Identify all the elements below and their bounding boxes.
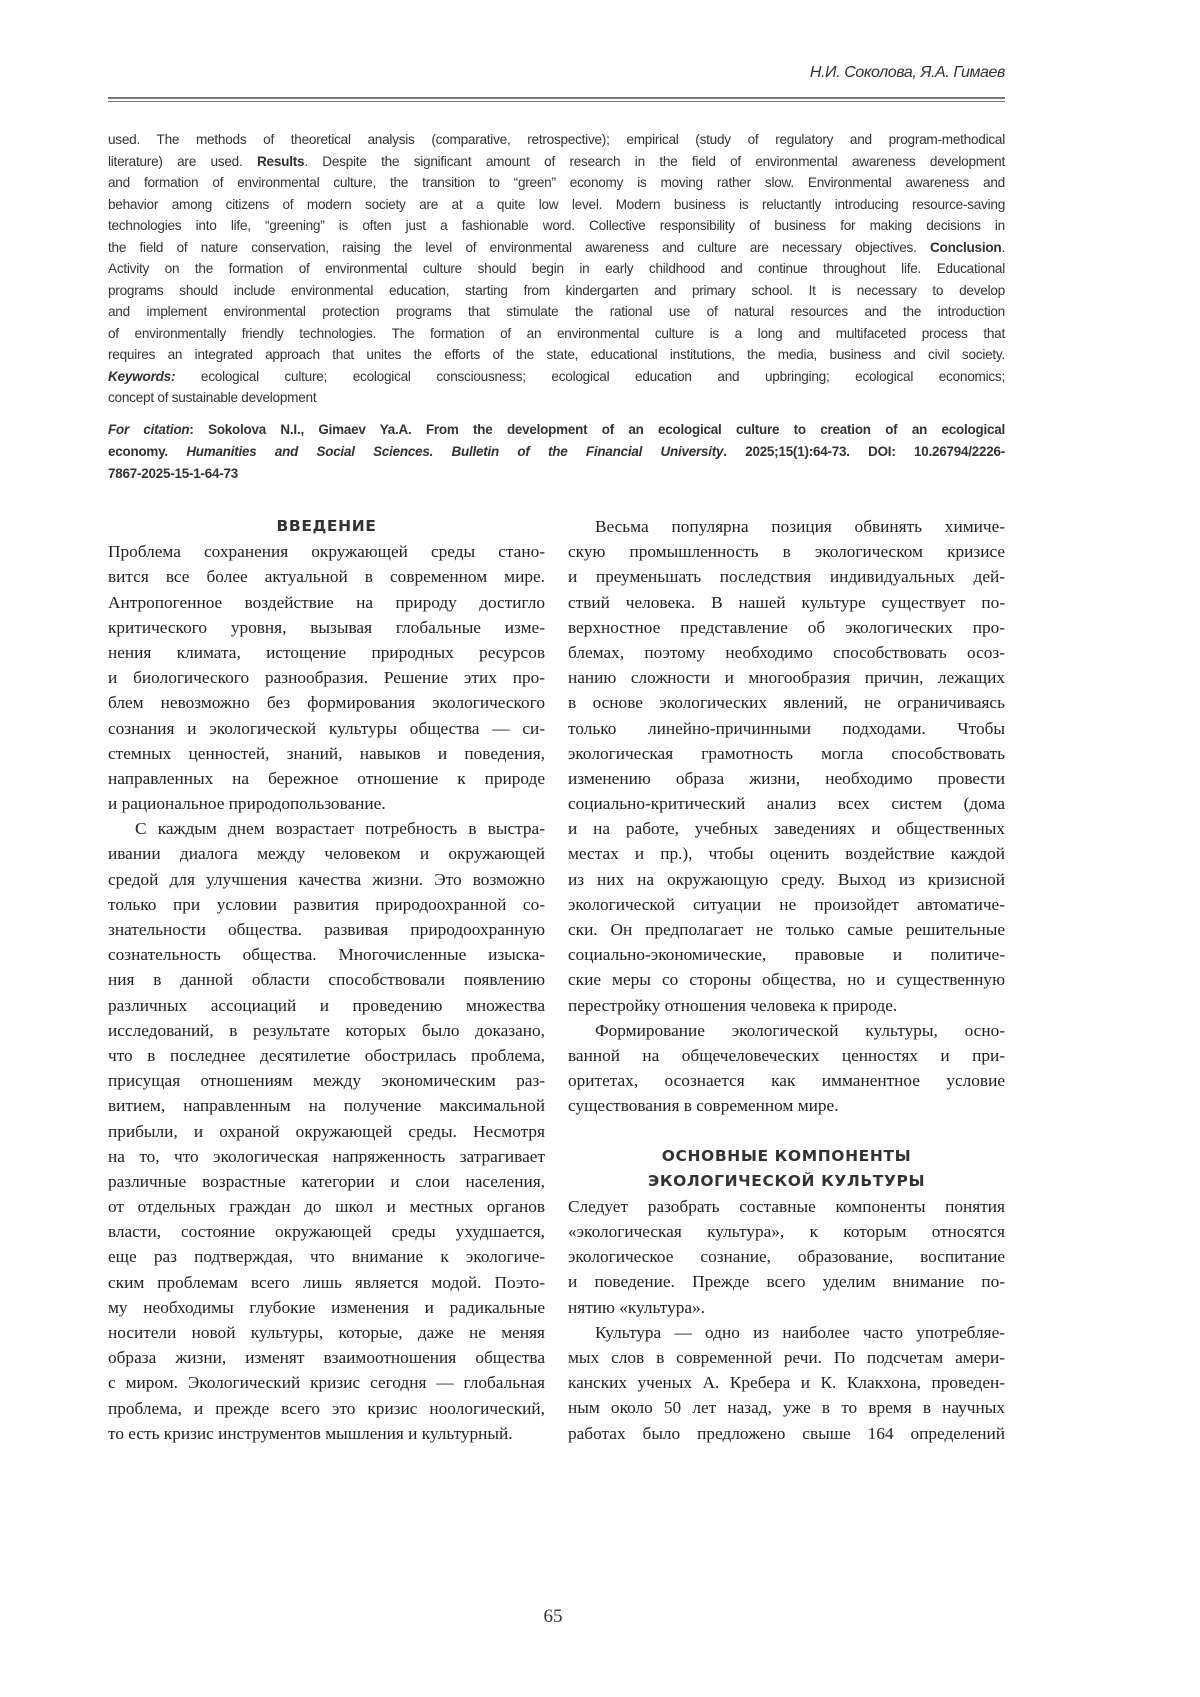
paragraph-line: существования в современном мире. xyxy=(568,1093,1005,1118)
paragraph-line: сознания и экологической культуры общества — си- xyxy=(108,716,545,741)
paragraph-line: и поведение. Прежде всего уделим внимание по- xyxy=(568,1269,1005,1294)
section-heading: ВВЕДЕНИЕ xyxy=(108,514,545,539)
paragraph-line: еще раз подтверждая, что внимание к экологиче- xyxy=(108,1244,545,1269)
paragraph-line: на то, что экологическая напряженность затрагивает xyxy=(108,1144,545,1169)
paragraph-line: ным около 50 лет назад, уже в то время в научных xyxy=(568,1395,1005,1420)
paragraph-line: Следует разобрать составные компоненты понятия xyxy=(568,1194,1005,1219)
header-rule-thin xyxy=(108,101,1005,102)
paragraph-line: Весьма популярна позиция обвинять химиче- xyxy=(568,514,1005,539)
text-line: behavior among citizens of modern society are at a quite low level. Modern business is reluctantly introducing resource-saving xyxy=(108,194,1005,216)
section-heading: ОСНОВНЫЕ КОМПОНЕНТЫ xyxy=(568,1144,1005,1169)
paragraph-line: му необходимы глубокие изменения и радикальные xyxy=(108,1295,545,1320)
text-line: programs should include environmental education, starting from kindergarten and primary school. It is necessary to develop xyxy=(108,280,1005,302)
text-line: technologies into life, “greening” is often just a fashionable word. Collective responsibility of business for making decisions in xyxy=(108,215,1005,237)
paragraph-line: местах и пр.), чтобы оценить воздействие каждой xyxy=(568,841,1005,866)
paragraph-line: только линейно-причинными подходами. Чтобы xyxy=(568,716,1005,741)
paragraph-line: ствий человека. В нашей культуре существует по- xyxy=(568,590,1005,615)
paragraph-line: блемах, поэтому необходимо способствовать осоз- xyxy=(568,640,1005,665)
text-line: and formation of environmental culture, the transition to “green” economy is moving rather slow. Environmental awareness and xyxy=(108,172,1005,194)
text-line: 7867-2025-15-1-64-73 xyxy=(108,463,1005,485)
paragraph-line: Антропогенное воздействие на природу достигло xyxy=(108,590,545,615)
paragraph-line: различных ассоциаций и проведению множества xyxy=(108,993,545,1018)
paragraph-line: проблема, и прежде всего это кризис ноологический, xyxy=(108,1396,545,1421)
text-segment: : Sokolova N.I., Gimaev Ya.A. From the development of an ecological culture to creation of an ecological xyxy=(189,422,1005,437)
paragraph-line: скую промышленность в экологическом кризисе xyxy=(568,539,1005,564)
paragraph-line: направленных на бережное отношение к природе xyxy=(108,766,545,791)
text-line: requires an integrated approach that unites the efforts of the state, educational institutions, the media, business and civil society. xyxy=(108,344,1005,366)
text-segment: . 2025;15(1):64-73. DOI: 10.26794/2226- xyxy=(723,444,1005,459)
text-line: used. The methods of theoretical analysis (comparative, retrospective); empirical (study of regulatory and program-methodical xyxy=(108,129,1005,151)
paragraph-line: и рациональное природопользование. xyxy=(108,791,545,816)
text-segment: literature) are used. xyxy=(108,154,257,169)
paragraph-line: в основе экологических явлений, не ограничиваясь xyxy=(568,690,1005,715)
text-line xyxy=(108,441,1005,463)
paragraph-line: нятию «культура». xyxy=(568,1295,1005,1320)
paragraph-line: Культура — одно из наиболее часто употребляе- xyxy=(568,1320,1005,1345)
paragraph-line: и преуменьшать последствия индивидуальных дей- xyxy=(568,564,1005,589)
text-segment: . Despite the significant amount of research in the field of environmental awareness development xyxy=(304,154,1005,169)
paragraph-line: ски. Он предполагает не только самые решительные xyxy=(568,917,1005,942)
paragraph-line: перестройку отношения человека к природе. xyxy=(568,993,1005,1018)
paragraph-line: канских ученых А. Кребера и К. Клакхона, проведен- xyxy=(568,1370,1005,1395)
right-column xyxy=(568,514,1005,1446)
text-segment: Conclusion xyxy=(930,240,1002,255)
paragraph-line: нанию сложности и многообразия причин, лежащих xyxy=(568,665,1005,690)
paragraph-line: нения климата, истощение природных ресурсов xyxy=(108,640,545,665)
text-segment: Humanities and Social Sciences. Bulletin of the Financial University xyxy=(186,444,723,459)
paragraph-line: носители новой культуры, которые, даже не меняя xyxy=(108,1320,545,1345)
text-segment: the field of nature conservation, raising the level of environmental awareness and culture are necessary objectives. xyxy=(108,240,930,255)
paragraph-line: «экологическая культура», к которым относятся xyxy=(568,1219,1005,1244)
citation xyxy=(108,419,1005,485)
paragraph-line: то есть кризис инструментов мышления и культурный. xyxy=(108,1421,545,1446)
text-segment: . xyxy=(1001,240,1005,255)
paragraph-line: витием, направленным на получение максимальной xyxy=(108,1093,545,1118)
paragraph-line: ванной на общечеловеческих ценностях и при- xyxy=(568,1043,1005,1068)
section-heading: ЭКОЛОГИЧЕСКОЙ КУЛЬТУРЫ xyxy=(568,1169,1005,1194)
paragraph-line: ния в данной области способствовали появлению xyxy=(108,967,545,992)
paragraph-line: образа жизни, изменят взаимоотношения общества xyxy=(108,1345,545,1370)
paragraph-line: сознательность общества. Многочисленные изыска- xyxy=(108,942,545,967)
text-segment: economy. xyxy=(108,444,186,459)
paragraph-line: С каждым днем возрастает потребность в выстра- xyxy=(108,816,545,841)
text-segment: For citation xyxy=(108,422,189,437)
paragraph-line: социально-экономические, правовые и политиче- xyxy=(568,942,1005,967)
paragraph-line: присущая отношениям между экономическим раз- xyxy=(108,1068,545,1093)
paragraph-line: социально-критический анализ всех систем (дома xyxy=(568,791,1005,816)
paragraph-line: мых слов в современной речи. По подсчетам амери- xyxy=(568,1345,1005,1370)
paragraph-line: критического уровня, вызывая глобальные изме- xyxy=(108,615,545,640)
left-column xyxy=(108,514,545,1446)
paragraph-line: экологической ситуации не произойдет автоматиче- xyxy=(568,892,1005,917)
running-header-authors: Н.И. Соколова, Я.А. Гимаев xyxy=(810,64,1005,82)
paragraph-line: власти, состояние окружающей среды ухудшается, xyxy=(108,1219,545,1244)
text-line: concept of sustainable development xyxy=(108,387,1005,409)
paragraph-line: Проблема сохранения окружающей среды стано- xyxy=(108,539,545,564)
text-line: of environmentally friendly technologies. The formation of an environmental culture is a long and multifaceted process that xyxy=(108,323,1005,345)
paragraph-line: и на работе, учебных заведениях и общественных xyxy=(568,816,1005,841)
paragraph-line: различные возрастные категории и слои населения, xyxy=(108,1169,545,1194)
text-line xyxy=(108,419,1005,441)
text-line: Activity on the formation of environmental culture should begin in early childhood and continue throughout life. Educational xyxy=(108,258,1005,280)
paragraph-line: прибыли, и охраной окружающей среды. Несмотря xyxy=(108,1119,545,1144)
text-line: and implement environmental protection programs that stimulate the rational use of natural resources and the introduction xyxy=(108,301,1005,323)
paragraph-line: ские меры со стороны общества, но и существенную xyxy=(568,967,1005,992)
paragraph-line: что в последнее десятилетие обострилась проблема, xyxy=(108,1043,545,1068)
paragraph-line: средой для улучшения качества жизни. Это возможно xyxy=(108,867,545,892)
paragraph-line: знательности общества. развивая природоохранную xyxy=(108,917,545,942)
paragraph-line: ским проблемам всего лишь является модой. Поэто- xyxy=(108,1270,545,1295)
text-segment: ecological culture; ecological consciousness; ecological education and upbringing; ecological economics; xyxy=(175,369,1005,384)
paragraph-line: с миром. Экологический кризис сегодня — глобальная xyxy=(108,1370,545,1395)
paragraph-line: оритетах, осознается как имманентное условие xyxy=(568,1068,1005,1093)
paragraph-line: стемных ценностей, знаний, навыков и поведения, xyxy=(108,741,545,766)
paragraph-line: изменению образа жизни, необходимо провести xyxy=(568,766,1005,791)
abstract xyxy=(108,129,1005,409)
text-line xyxy=(108,237,1005,259)
header-rule xyxy=(108,97,1005,99)
paragraph-line: работах было предложено свыше 164 определений xyxy=(568,1421,1005,1446)
paragraph-line: Формирование экологической культуры, осно- xyxy=(568,1018,1005,1043)
paragraph-line: экологическая грамотность могла способствовать xyxy=(568,741,1005,766)
text-line xyxy=(108,366,1005,388)
paragraph-line: блем невозможно без формирования экологического xyxy=(108,690,545,715)
paragraph-line: экологическое сознание, образование, воспитание xyxy=(568,1244,1005,1269)
text-segment: Results xyxy=(257,154,304,169)
paragraph-line: и биологического разнообразия. Решение этих про- xyxy=(108,665,545,690)
paragraph-line: только при условии развития природоохранной со- xyxy=(108,892,545,917)
paragraph-line: из них на окружающую среду. Выход из кризисной xyxy=(568,867,1005,892)
text-segment: Keywords: xyxy=(108,369,175,384)
text-line xyxy=(108,151,1005,173)
paragraph-line: ивании диалога между человеком и окружающей xyxy=(108,841,545,866)
paragraph-line: вится все более актуальной в современном мире. xyxy=(108,564,545,589)
paragraph-line: от отдельных граждан до школ и местных органов xyxy=(108,1194,545,1219)
page-number: 65 xyxy=(0,1606,1106,1628)
paragraph-line: исследований, в результате которых было доказано, xyxy=(108,1018,545,1043)
paragraph-line: верхностное представление об экологических про- xyxy=(568,615,1005,640)
